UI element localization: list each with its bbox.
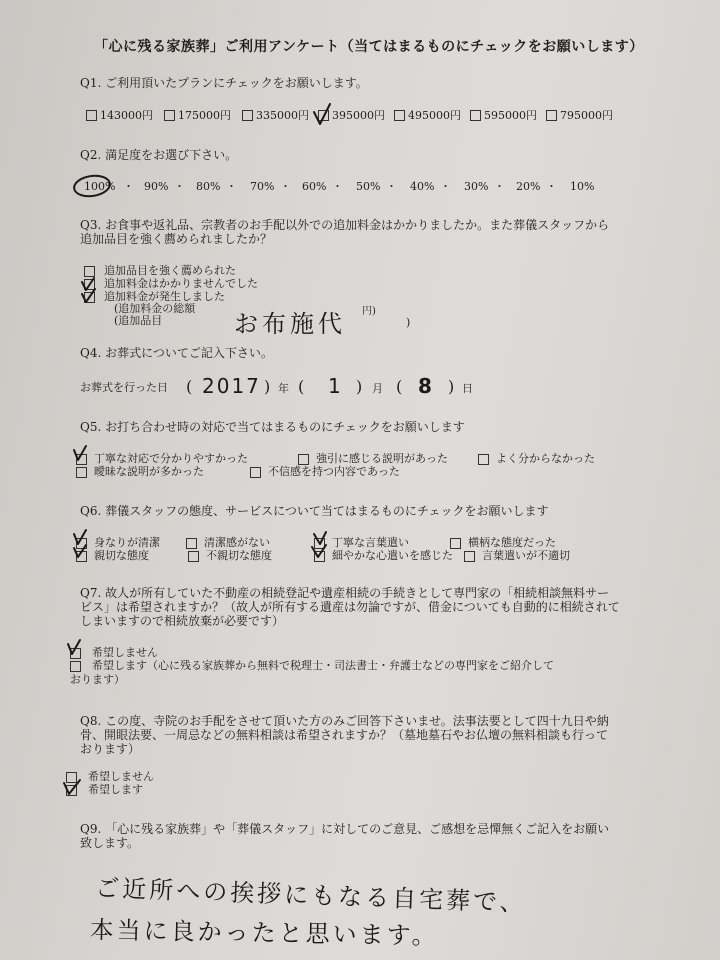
q3-item-label: (追加品目: [114, 314, 163, 327]
scale-dot: ・: [332, 180, 343, 193]
q2-option-100[interactable]: 100%: [84, 180, 116, 193]
q1-option-label: 795000円: [560, 109, 613, 122]
q3-item-close: ): [406, 316, 411, 329]
q8-question-line3: おります）: [80, 742, 141, 756]
q3-yen-label: 円): [362, 306, 376, 317]
q1-option-label: 495000円: [408, 109, 461, 122]
paren: ): [448, 377, 455, 396]
q2-option-50[interactable]: 50%: [356, 180, 381, 193]
q1-question: Q1. ご利用頂いたプランにチェックをお願いします。: [80, 76, 368, 90]
q5-option-label: 不信感を持つ内容であった: [268, 465, 400, 478]
q3-option-label: 追加品目を強く薦められた: [104, 264, 236, 277]
q4-date-label: お葬式を行った日: [80, 381, 168, 394]
q4-year-handwritten[interactable]: 2017: [202, 374, 261, 398]
q1-checkbox-335000[interactable]: [242, 110, 253, 121]
q1-checkbox-395000[interactable]: [318, 110, 329, 121]
scale-dot: ・: [440, 180, 451, 193]
q1-option-label: 595000円: [484, 109, 537, 122]
q5-checkbox-vague[interactable]: [76, 467, 87, 478]
q6-option-label: 親切な態度: [94, 549, 149, 562]
q6-option-label: 清潔感がない: [204, 536, 270, 549]
q6-checkbox-kind[interactable]: [76, 551, 87, 562]
q5-option-label: 強引に感じる説明があった: [316, 452, 448, 465]
q2-option-90[interactable]: 90%: [144, 180, 169, 193]
survey-title: 「心に残る家族葬」ご利用アンケート（当てはまるものにチェックをお願いします）: [94, 39, 644, 55]
q2-option-40[interactable]: 40%: [410, 180, 435, 193]
q1-option-label: 335000円: [256, 109, 309, 122]
q9-answer-line1[interactable]: ご近所への挨拶にもなる自宅葬で、: [94, 873, 528, 918]
q1-checkbox-175000[interactable]: [164, 110, 175, 121]
q3-checkbox-no-fee[interactable]: [84, 279, 95, 290]
paren: (: [186, 377, 193, 396]
q3-item-handwritten[interactable]: お布施代: [234, 310, 346, 338]
q3-checkbox-fee-occurred[interactable]: [84, 292, 95, 303]
q6-checkbox-arrogant[interactable]: [450, 538, 461, 549]
q7-question-line1: Q7. 故人が所有していた不動産の相続登記や遺産相続の手続きとして専門家の「相続相談無料サー: [80, 586, 610, 600]
q4-day-handwritten[interactable]: 8: [418, 374, 432, 398]
q2-question: Q2. 満足度をお選び下さい。: [80, 148, 238, 162]
q7-checkbox-no[interactable]: [70, 648, 81, 659]
q2-option-30[interactable]: 30%: [464, 180, 489, 193]
paren: ): [356, 377, 363, 396]
scale-dot: ・: [386, 180, 397, 193]
q4-month-handwritten[interactable]: 1: [328, 374, 341, 398]
q2-option-60[interactable]: 60%: [302, 180, 327, 193]
q5-option-label: 曖昧な説明が多かった: [94, 465, 204, 478]
q6-checkbox-unclean[interactable]: [186, 538, 197, 549]
q6-option-label: 丁寧な言葉遣い: [332, 536, 409, 549]
q6-checkbox-unkind[interactable]: [188, 551, 199, 562]
q5-option-label: よく分からなかった: [496, 452, 595, 465]
q6-checkbox-clean[interactable]: [76, 538, 87, 549]
q7-option-label-line2: おります）: [70, 673, 125, 686]
q7-question-line2: ビス」は希望されますか？（故人が所有する遺産は勿論ですが、借金についても自動的に相続されて: [80, 600, 620, 614]
q1-option-label: 395000円: [332, 109, 385, 122]
q4-month-label: 月: [372, 382, 383, 395]
q8-question-line1: Q8. この度、寺院のお手配をさせて頂いた方のみご回答下さいませ。法事法要として四十九日や納: [80, 714, 609, 728]
q1-checkbox-495000[interactable]: [394, 110, 405, 121]
q5-question: Q5. お打ち合わせ時の対応で当てはまるものにチェックをお願いします: [80, 420, 465, 434]
q9-question-line1: Q9. 「心に残る家族葬」や「葬儀スタッフ」に対してのご意見、ご感想を忌憚無くご記入をお願い: [80, 822, 610, 836]
paren: (: [396, 377, 403, 396]
q7-option-label: 希望します（心に残る家族葬から無料で税理士・司法書士・弁護士などの専門家をご紹介して: [92, 659, 554, 672]
q5-checkbox-unclear[interactable]: [478, 454, 489, 465]
q2-option-10[interactable]: 10%: [570, 180, 595, 193]
q4-year-label: 年: [278, 382, 289, 395]
q3-question-line1: Q3. お食事や返礼品、宗教者のお手配以外での追加料金はかかりましたか。また葬儀スタッフから: [80, 218, 610, 232]
scale-dot: ・: [494, 180, 505, 193]
q1-option-label: 175000円: [178, 109, 231, 122]
q8-checkbox-yes[interactable]: [66, 785, 77, 796]
q6-question: Q6. 葬儀スタッフの態度、サービスについて当てはまるものにチェックをお願いします: [80, 504, 549, 518]
q1-checkbox-795000[interactable]: [546, 110, 557, 121]
scale-dot: ・: [123, 180, 134, 193]
q9-question-line2: 致します。: [80, 836, 140, 850]
q9-answer-line2[interactable]: 本当に良かったと思います。: [89, 915, 439, 951]
q6-option-label: 細やかな心遣いを感じた: [332, 549, 453, 562]
q3-total-label: (追加料金の総額: [114, 302, 196, 315]
q7-option-label: 希望しません: [92, 646, 158, 659]
q6-option-label: 不親切な態度: [206, 549, 272, 562]
q6-checkbox-attentive[interactable]: [314, 551, 325, 562]
q8-option-label: 希望しません: [88, 770, 154, 783]
q3-checkbox-recommended[interactable]: [84, 266, 95, 277]
q3-question-line2: 追加品目を強く薦められましたか？: [80, 232, 273, 246]
q8-option-label: 希望します: [88, 783, 143, 796]
q1-option-label: 143000円: [100, 109, 153, 122]
scale-dot: ・: [546, 180, 557, 193]
q5-checkbox-pushy[interactable]: [298, 454, 309, 465]
q2-option-80[interactable]: 80%: [196, 180, 221, 193]
q7-question-line3: しまいますので相続放棄が必要です）: [80, 614, 285, 628]
scale-dot: ・: [280, 180, 291, 193]
q2-option-20[interactable]: 20%: [516, 180, 541, 193]
paren: ): [264, 377, 271, 396]
q8-question-line2: 骨、開眼法要、一周忌などの無料相談は希望されますか？（墓地墓石やお仏壇の無料相談も行って: [80, 728, 609, 742]
q3-option-label: 追加料金が発生しました: [104, 290, 225, 303]
q6-option-label: 身なりが清潔: [94, 536, 160, 549]
q3-option-label: 追加料金はかかりませんでした: [104, 277, 258, 290]
q5-option-label: 丁寧な対応で分かりやすかった: [94, 452, 248, 465]
q5-checkbox-polite[interactable]: [76, 454, 87, 465]
paren: (: [298, 377, 305, 396]
q4-day-label: 日: [462, 382, 473, 395]
q2-option-70[interactable]: 70%: [250, 180, 275, 193]
q1-checkbox-595000[interactable]: [470, 110, 481, 121]
q6-checkbox-polite-words[interactable]: [314, 538, 325, 549]
q7-checkbox-yes[interactable]: [70, 661, 81, 672]
scale-dot: ・: [174, 180, 185, 193]
q5-checkbox-distrust[interactable]: [250, 467, 261, 478]
q4-question: Q4. お葬式についてご記入下さい。: [80, 346, 273, 360]
q6-option-label: 言葉遣いが不適切: [482, 549, 570, 562]
q1-checkbox-143000[interactable]: [86, 110, 97, 121]
q6-option-label: 横柄な態度だった: [468, 536, 556, 549]
scale-dot: ・: [226, 180, 237, 193]
q6-checkbox-rude-words[interactable]: [464, 551, 475, 562]
q8-checkbox-no[interactable]: [66, 772, 77, 783]
